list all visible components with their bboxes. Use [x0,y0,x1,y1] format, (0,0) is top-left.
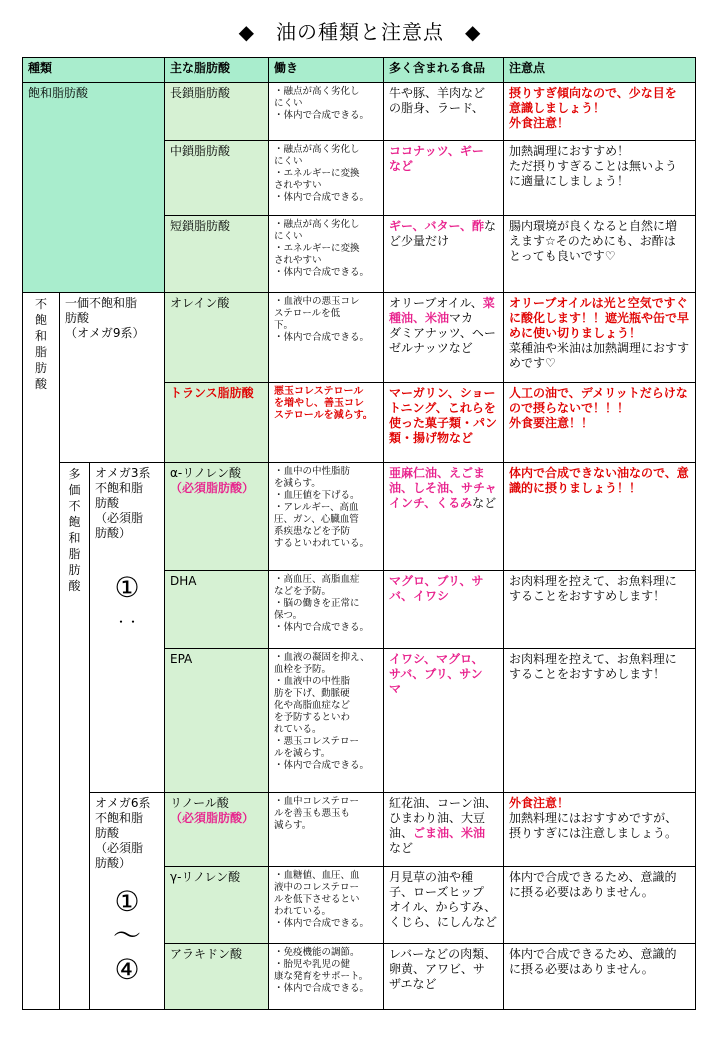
table-row [23,793,696,867]
effect-cell: ・血中の中性脂肪 を減らす。 ・血圧値を下げる。 ・アレルギー、高血 圧、ガン、心臓血管 系疾患などを予防 するといわれている。 [269,463,384,571]
effect-cell: ・免疫機能の調節。 ・胎児や乳児の健 康な発育をサポート。 ・体内で合成できる。 [269,944,384,1010]
food-highlight: 菜種油、米油 [389,296,495,325]
omega3-mark: ① [114,571,140,604]
acid-name: オレイン酸 [165,293,269,383]
note-cell: 加熱調理におすすめ！ ただ摂りすぎることは無いよう に適量にしましょう！ [504,141,696,216]
food-part: 紅花油、コーン油、 ひまわり油、大豆 油、 [389,796,497,840]
omega3-mark-sub: ・・ [114,615,139,629]
acid-name: トランス脂肪酸 [165,383,269,463]
note-cell: 摂りすぎ傾向なので、少な目を 意識しましょう！ 外食注意！ [504,83,696,141]
note-cell: 体内で合成できない油なので、意識的に摂りましょう！！ [504,463,696,571]
acid-name: α-リノレン酸 [170,466,241,480]
acid-cell [165,793,269,867]
effect-cell: ・融点が高く劣化し にくい ・体内で合成できる。 [269,83,384,141]
header-acid: 主な脂肪酸 [165,58,269,83]
acid-name: アラキドン酸 [165,944,269,1010]
food-cell [384,293,504,383]
food-highlight: ごま油、米油 [413,826,486,840]
acid-name: 短鎖脂肪酸 [165,216,269,293]
note-cell [504,793,696,867]
header-effect: 働き [269,58,384,83]
food-rest: など [472,496,497,510]
omega6-mark: ① ～ ④ [112,885,141,986]
food-cell: 月見草の油や種 子、ローズヒップ オイル、からすみ、 くじら、にしんなど [384,867,504,944]
effect-cell: ・血糖値、血圧、血 液中のコレステロー ルを低下させるとい われている。 ・体内で合成できる。 [269,867,384,944]
food-part: マカ ダミアナッツ、ヘー ゼルナッツなど [389,311,496,355]
food-cell: ココナッツ、ギー など [384,141,504,216]
acid-name: γ-リノレン酸 [165,867,269,944]
acid-name: 長鎖脂肪酸 [165,83,269,141]
note-cell [504,293,696,383]
food-cell: 牛や豚、羊肉など の脂身、ラード、 [384,83,504,141]
table-row [23,293,696,383]
note-cell: 人工の油で、デメリットだらけなので摂らないで！！！ 外食要注意！！ [504,383,696,463]
food-cell: レバーなどの肉類、 卵黄、アワビ、サ ザエなど [384,944,504,1010]
header-food: 多く含まれる食品 [384,58,504,83]
note-text: 加熱料理にはおすすめですが、 摂りすぎには注意しましょう。 [509,811,678,840]
food-highlight: 亜麻仁油、えごま油、しそ油、サチャインチ、くるみ [389,466,497,510]
page-title: ◆ 油の種類と注意点 ◆ [238,20,482,44]
header-type: 種類 [23,58,165,83]
saturated-label: 飽和脂肪酸 [23,83,165,293]
note-cell: 体内で合成できるため、意識的 に摂る必要はありません。 [504,867,696,944]
food-cell: マグロ、ブリ、サ バ、イワシ [384,571,504,649]
food-cell: イワシ、マグロ、 サバ、ブリ、サン マ [384,649,504,793]
omega3-cell [90,463,165,793]
header-note: 注意点 [504,58,696,83]
poly-label: 多 価 不 飽 和 脂 肪 酸 [60,463,90,1010]
note-cell: お肉料理を控えて、お魚料理に することをおすすめします！ [504,649,696,793]
effect-cell: ・血中コレステロー ルを善玉も悪玉も 減らす。 [269,793,384,867]
table-row [23,463,696,571]
oil-types-table [22,57,696,1010]
note-cell: お肉料理を控えて、お魚料理に することをおすすめします！ [504,571,696,649]
note-cell: 体内で合成できるため、意識的 に摂る必要はありません。 [504,944,696,1010]
acid-sub: （必須脂肪酸） [170,811,255,825]
acid-name: EPA [165,649,269,793]
effect-cell: ・融点が高く劣化し にくい ・エネルギーに変換 されやすい ・体内で合成できる。 [269,216,384,293]
unsaturated-label: 不 飽 和 脂 肪 酸 [23,293,60,1010]
note-text: 菜種油や米油は加熱調理におすすめです♡ [509,341,690,370]
food-rest: など少量だけ [389,219,497,248]
food-part: オリーブオイル、 [389,296,483,310]
acid-sub: （必須脂肪酸） [170,481,255,495]
effect-cell: ・血液中の悪玉コレ ステロールを低 下。 ・体内で合成できる。 [269,293,384,383]
food-cell: マーガリン、ショートニング、これらを使った菓子類・パン類・揚げ物など [384,383,504,463]
acid-cell [165,463,269,571]
food-cell [384,793,504,867]
table-row [23,83,696,141]
header-row [23,58,696,83]
food-cell [384,463,504,571]
food-part: など [389,841,414,855]
food-highlight: ギー、バター、酢 [389,219,485,233]
effect-cell: ・高血圧、高脂血症 などを予防。 ・脳の働きを正常に 保つ。 ・体内で合成できる。 [269,571,384,649]
note-warning: 外食注意！ [509,796,570,810]
omega6-label: オメガ6系 不飽和脂 肪酸 （必須脂 肪酸） [95,796,151,870]
effect-cell: 悪玉コレステロール を増やし、善玉コレ ステロールを減らす。 [269,383,384,463]
effect-cell: ・血液の凝固を抑え、 血栓を予防。 ・血液中の中性脂 肪を下げ、動脈硬 化や高脂血症など を予防するといわ れている。 ・悪玉コレステロー ルを減らす。 ・体内で合成できる。 [269,649,384,793]
note-warning: オリーブオイルは光と空気ですぐに酸化します！！遮光瓶や缶で早めに使い切りましょう！ [509,296,690,340]
food-cell [384,216,504,293]
acid-name: 中鎖脂肪酸 [165,141,269,216]
mono-label: 一価不飽和脂 肪酸 （オメガ9系） [60,293,165,463]
omega6-cell [90,793,165,1010]
acid-name: DHA [165,571,269,649]
note-cell: 腸内環境が良くなると自然に増 えます☆そのためにも、お酢は とっても良いです♡ [504,216,696,293]
acid-name: リノール酸 [170,796,229,810]
omega3-label: オメガ3系 不飽和脂 肪酸 （必須脂 肪酸） [95,466,151,540]
effect-cell: ・融点が高く劣化し にくい ・エネルギーに変換 されやすい ・体内で合成できる。 [269,141,384,216]
